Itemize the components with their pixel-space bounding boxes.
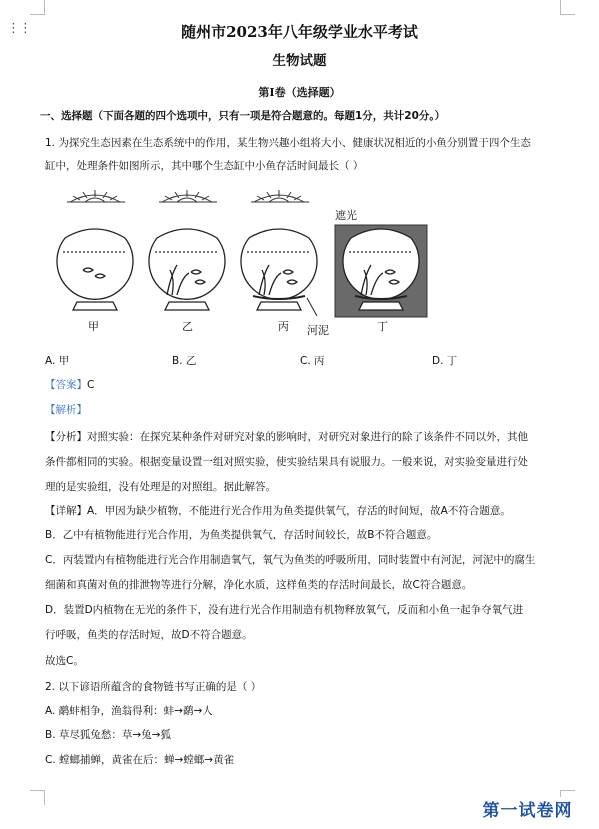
analysis-line: B．乙中有植物能进行光合作用，为鱼类提供氧气，存活时间较长，故B不符合题意。 <box>45 529 438 541</box>
q1-option-d: D. 丁 <box>432 355 458 367</box>
q2-option-b: B. 草尽狐兔愁：草→兔→狐 <box>45 729 171 741</box>
q2-option-a: A. 鹬蚌相争，渔翁得利：蚌→鹬→人 <box>45 705 213 717</box>
page-title: 随州市2023年八年级学业水平考试 <box>181 23 418 41</box>
analysis-tag: 【解析】 <box>45 404 87 416</box>
analysis-line: 行呼吸，鱼类的存活时短，故D不符合题意。 <box>45 629 253 641</box>
analysis-line: 条件都相同的实验。根据变量设置一组对照实验，使实验结果具有说服力。一般来说，对实验变量进行处 <box>45 456 528 468</box>
crop-mark-top-right <box>560 0 575 15</box>
mud-pointer-line <box>307 298 317 316</box>
tank-label-bing: 丙 <box>278 320 289 333</box>
tank-bing <box>241 229 317 310</box>
analysis-line: 细菌和真菌对鱼的排泄物等进行分解，净化水质，这样鱼类的存活时间最长，故C符合题意。 <box>45 579 473 591</box>
answer-tag: 【答案】 <box>45 379 87 391</box>
section-heading: 一、选择题（下面各题的四个选项中，只有一项是符合题意的。每题1分，共计20分。） <box>40 110 446 122</box>
answer-row <box>45 378 94 392</box>
page-subtitle: 生物试题 <box>272 53 327 69</box>
tank-jia <box>57 229 133 310</box>
tank-label-ding: 丁 <box>377 320 388 333</box>
tank-label-jia: 甲 <box>88 320 99 333</box>
tank-label-yi: 乙 <box>182 320 193 333</box>
q1-stem-line2: 缸中，处理条件如图所示，其中哪个生态缸中小鱼存活时间最长（ ） <box>45 160 364 172</box>
q2-stem: 2. 以下谚语所蕴含的食物链书写正确的是（ ） <box>45 681 262 693</box>
q1-option-a: A. 甲 <box>45 355 70 367</box>
shade-label: 遮光 <box>335 209 357 222</box>
analysis-line: 【分析】对照实验：在探究某种条件对研究对象的影响时，对研究对象进行的除了该条件不同以外，其他 <box>45 431 528 443</box>
drag-handle-icon[interactable]: ⋮⋮ <box>7 21 31 36</box>
crop-mark-bottom-left <box>30 790 45 805</box>
sun-icon <box>159 190 217 202</box>
mud-label: 河泥 <box>307 324 329 337</box>
volume-heading: 第Ⅰ卷（选择题） <box>258 86 341 99</box>
sun-icon <box>251 190 309 202</box>
tank-yi <box>149 229 225 310</box>
sun-icon <box>67 190 125 202</box>
analysis-line: 理的是实验组，没有处理是的对照组。据此解答。 <box>45 481 276 493</box>
analysis-line: C．丙装置内有植物能进行光合作用制造氧气，氧气为鱼类的呼吸所用，同时装置中有河泥，河泥中的腐生 <box>45 554 536 566</box>
q2-option-c: C. 螳螂捕蝉，黄雀在后：蝉→螳螂→黄雀 <box>45 754 235 766</box>
site-watermark: 第一试卷网 <box>460 797 595 825</box>
answer-value: C <box>87 379 95 391</box>
analysis-line: 故选C。 <box>45 655 84 667</box>
analysis-line: 【详解】A．甲因为缺少植物，不能进行光合作用为鱼类提供氧气，存活的时间短，故A不符合题意。 <box>45 505 511 517</box>
crop-mark-top-left <box>30 0 45 15</box>
q1-option-c: C. 丙 <box>300 355 325 367</box>
q1-stem-line1: 1. 为探究生态因素在生态系统中的作用，某生物兴趣小组将大小、健康状况相近的小鱼分别置于四个生态 <box>45 137 531 149</box>
q1-option-b: B. 乙 <box>172 355 197 367</box>
analysis-line: D．装置D内植物在无光的条件下，没有进行光合作用制造有机物释放氧气，反而和小鱼一起争夺氧气进 <box>45 604 524 616</box>
